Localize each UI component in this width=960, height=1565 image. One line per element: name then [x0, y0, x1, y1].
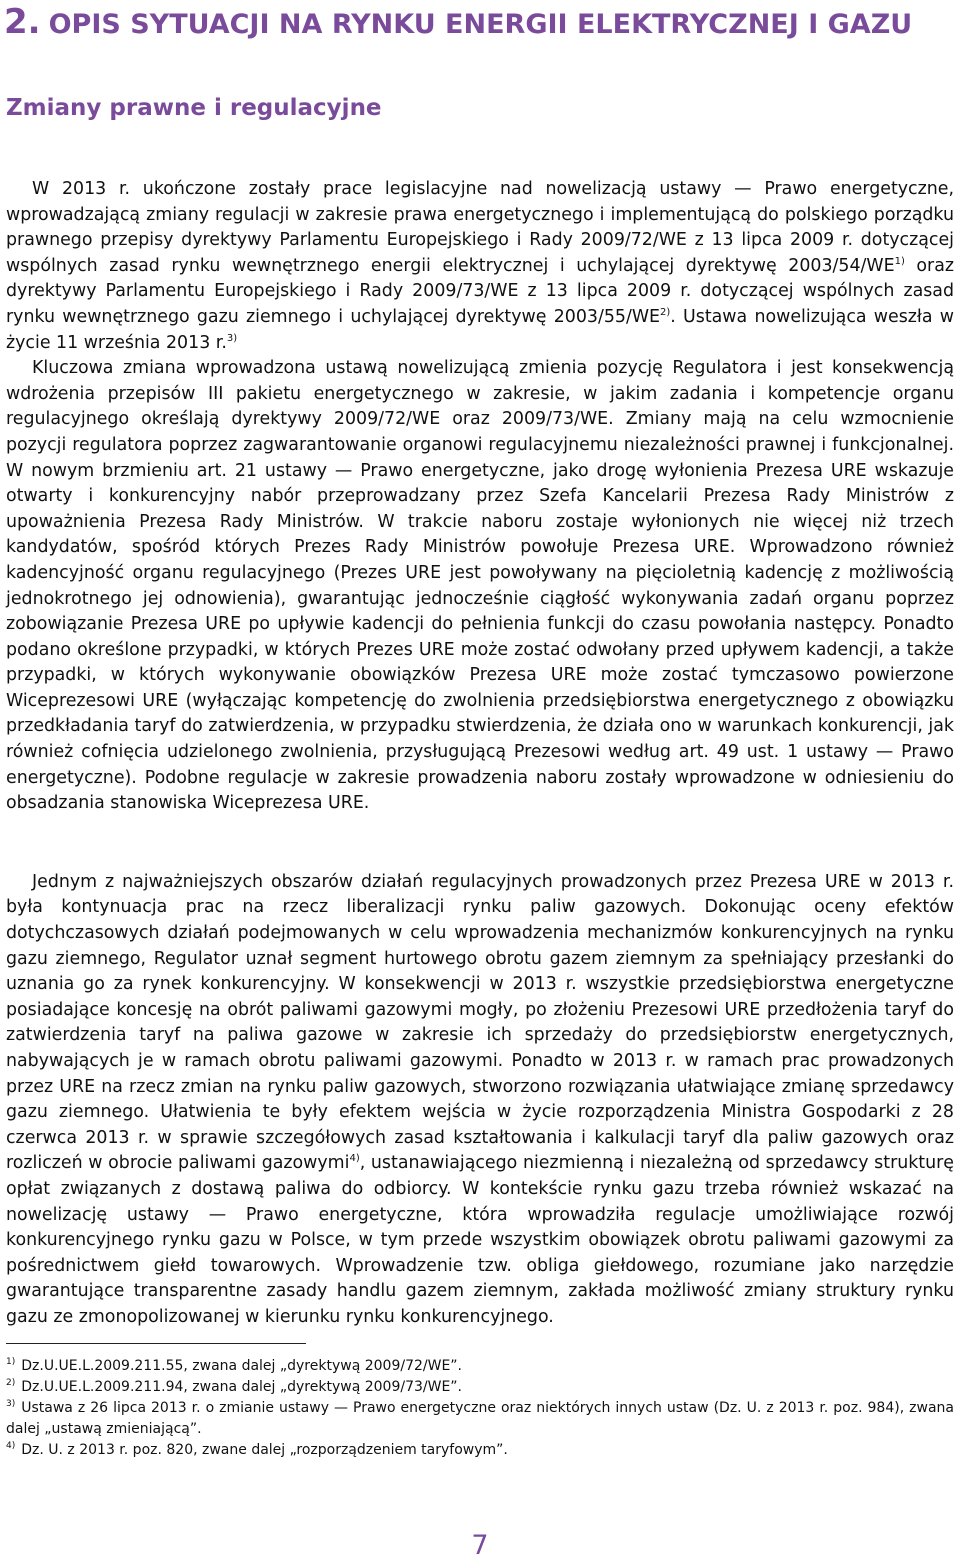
- footnote-text: Dz.U.UE.L.2009.211.55, zwana dalej „dyrektywą 2009/72/WE”.: [21, 1358, 462, 1374]
- footnote-mark: 2): [6, 1378, 16, 1388]
- section-title-text: OPIS SYTUACJI NA RYNKU ENERGII ELEKTRYCZNEJ I GAZU: [48, 9, 913, 40]
- page-number: 7: [471, 1530, 489, 1561]
- paragraph-gas-market-text-1: Jednym z najważniejszych obszarów działań regulacyjnych prowadzonych przez Prezesa URE w 2013 r. była kontynuacja prac na rzecz liberalizacji rynku paliw gazowych. Dokonując oceny efektów dotychczasowych działań podejmowanych w celu wprowadzenia mechanizmów konkurencyjnych na rynku gazu ziemnego, Regulator uznał segment hurtowego obrotu gazem ziemnym za spełniający przesłanki do uznania go za rynek konkurencyjny. W konsekwencji w 2013 r. wszystkie przedsiębiorstwa energetyczne posiadające koncesję na obrót paliwami gazowymi mogły, po złożeniu Prezesowi URE przedłożenia taryf do zatwierdzenia taryf na paliwa gazowe w zakresie ich sprzedaży do przedsiębiorstw energetycznych, nabywających je w ramach obrotu paliwami gazowymi. Ponadto w 2013 r. w ramach prac prowadzonych przez URE na rzecz zmian na rynku paliw gazowych, stworzono rozwiązania ułatwiające zmianę sprzedawcy gazu ziemnego. Ułatwienia te były efektem wejścia w życie rozporządzenia Ministra Gospodarki z 28 czerwca 2013 r. w sprawie szczegółowych zasad kształtowania i kalkulacji taryf dla paliw gazowych oraz rozliczeń w obrocie paliwami gazowymi: [6, 871, 954, 1174]
- footnote-mark: 4): [6, 1441, 16, 1451]
- footnote-ref-3: 3): [226, 332, 238, 344]
- footnote: [6, 1356, 954, 1377]
- body-text: [6, 177, 954, 1331]
- footnote-text: Ustawa z 26 lipca 2013 r. o zmianie ustawy — Prawo energetyczne oraz niektórych innych ustaw (Dz. U. z 2013 r. poz. 984), zwana dalej „ustawą zmieniającą”.: [6, 1400, 954, 1437]
- footnote: [6, 1377, 954, 1398]
- footnote: [6, 1398, 954, 1440]
- paragraph-gas-market-text-2: , ustanawiającego niezmienną i niezależną od sprzedawcy strukturę opłat związanych z dostawą paliwa do odbiorcy. W kontekście rynku gazu trzeba również wskazać na nowelizację ustawy — Prawo energetyczne, która wprowadziła regulacje umożliwiające rozwój konkurencyjnego rynku gazu w Polsce, w tym przede wszystkim obowiązek obrotu paliwami gazowymi za pośrednictwem giełd towarowych. Wprowadzenie tzw. obliga giełdowego, rozumiane jako narzędzie gwarantujące transparentne zasady handlu gazem ziemnym, zakłada możliwość zmiany struktury rynku gazu ze zmonopolizowanej w kierunku rynku konkurencyjnego.: [6, 1153, 954, 1327]
- footnote-mark: 3): [6, 1399, 16, 1409]
- paragraph-regulator: [6, 356, 954, 817]
- footnote-ref-2: 2): [660, 306, 671, 318]
- paragraph-legislation: [6, 177, 954, 356]
- footnotes: [6, 1356, 954, 1461]
- paragraph-legislation-text-1: W 2013 r. ukończone zostały prace legislacyjne nad nowelizacją ustawy — Prawo energetyczne, wprowadzającą zmiany regulacji w zakresie prawa energetycznego i implementującą do polskiego porządku prawnego przepisy dyrektywy Parlamentu Europejskiego i Rady 2009/72/WE z 13 lipca 2009 r. dotyczącej wspólnych zasad rynku wewnętrznego energii elektrycznej i uchylającej dyrektywę 2003/54/WE: [6, 179, 954, 276]
- footnote-mark: 1): [6, 1357, 16, 1367]
- section-title: [4, 2, 954, 42]
- paragraph-legislation-text-3: . Ustawa nowelizująca weszła w życie 11 września 2013 r.: [6, 306, 954, 353]
- section-number: 2.: [4, 2, 41, 42]
- footnote-text: Dz.U.UE.L.2009.211.94, zwana dalej „dyrektywą 2009/73/WE”.: [21, 1379, 462, 1395]
- subsection-title: Zmiany prawne i regulacyjne: [6, 95, 382, 121]
- footnote-ref-4: 4): [349, 1153, 360, 1165]
- footnote-separator: [6, 1343, 306, 1344]
- footnote: [6, 1440, 954, 1461]
- footnote-ref-1: 1): [894, 255, 905, 267]
- paragraph-legislation-text-2: oraz dyrektywy Parlamentu Europejskiego i Rady 2009/73/WE z 13 lipca 2009 r. dotyczącej wspólnych zasad rynku wewnętrznego gazu ziemnego i uchylającej dyrektywę 2003/55/WE: [6, 255, 954, 327]
- paragraph-regulator-text: Kluczowa zmiana wprowadzona ustawą nowelizującą zmienia pozycję Regulatora i jest konsekwencją wdrożenia przepisów III pakietu energetycznego w zakresie, w jakim zadania i kompetencje organu regulacyjnego określają dyrektywy 2009/72/WE oraz 2009/73/WE. Zmiany mają na celu wzmocnienie pozycji regulatora poprzez zagwarantowanie organowi regulacyjnemu niezależności prawnej i funkcjonalnej. W nowym brzmieniu art. 21 ustawy — Prawo energetyczne, jako drogę wyłonienia Prezesa URE wskazuje otwarty i konkurencyjny nabór przeprowadzany przez Szefa Kancelarii Prezesa Rady Ministrów z upoważnienia Prezesa Rady Ministrów. W trakcie naboru zostaje wyłonionych nie więcej niż trzech kandydatów, spośród których Prezes Rady Ministrów powołuje Prezesa URE. Wprowadzono również kadencyjność organu regulacyjnego (Prezes URE jest powoływany na pięcioletnią kadencję z możliwością jednokrotnego jej odnowienia), gwarantując jednocześnie ciągłość wykonywania zadań organu poprzez zobowiązanie Prezesa URE po upływie kadencji do pełnienia funkcji do czasu powołania następcy. Ponadto podano określone przypadki, w których Prezes URE może zostać odwołany przed upływem kadencji, a także przypadki, w których wykonywanie obowiązków Prezesa URE może zostać tymczasowo powierzone Wiceprezesowi URE (wyłączając kompetencję do zwolnienia przedsiębiorstwa energetycznego z obowiązku przedkładania taryf do zatwierdzenia, w przypadku stwierdzenia, że działa ono w warunkach konkurencji, jak również cofnięcia udzielonego zwolnienia, przysługującą Prezesowi według art. 49 ust. 1 ustawy — Prawo energetyczne). Podobne regulacje w zakresie prowadzenia naboru zostały wprowadzone w odniesieniu do obsadzania stanowiska Wiceprezesa URE.: [6, 358, 954, 814]
- footnote-text: Dz. U. z 2013 r. poz. 820, zwane dalej „rozporządzeniem taryfowym”.: [21, 1442, 508, 1458]
- paragraph-gas-market: [6, 870, 954, 1331]
